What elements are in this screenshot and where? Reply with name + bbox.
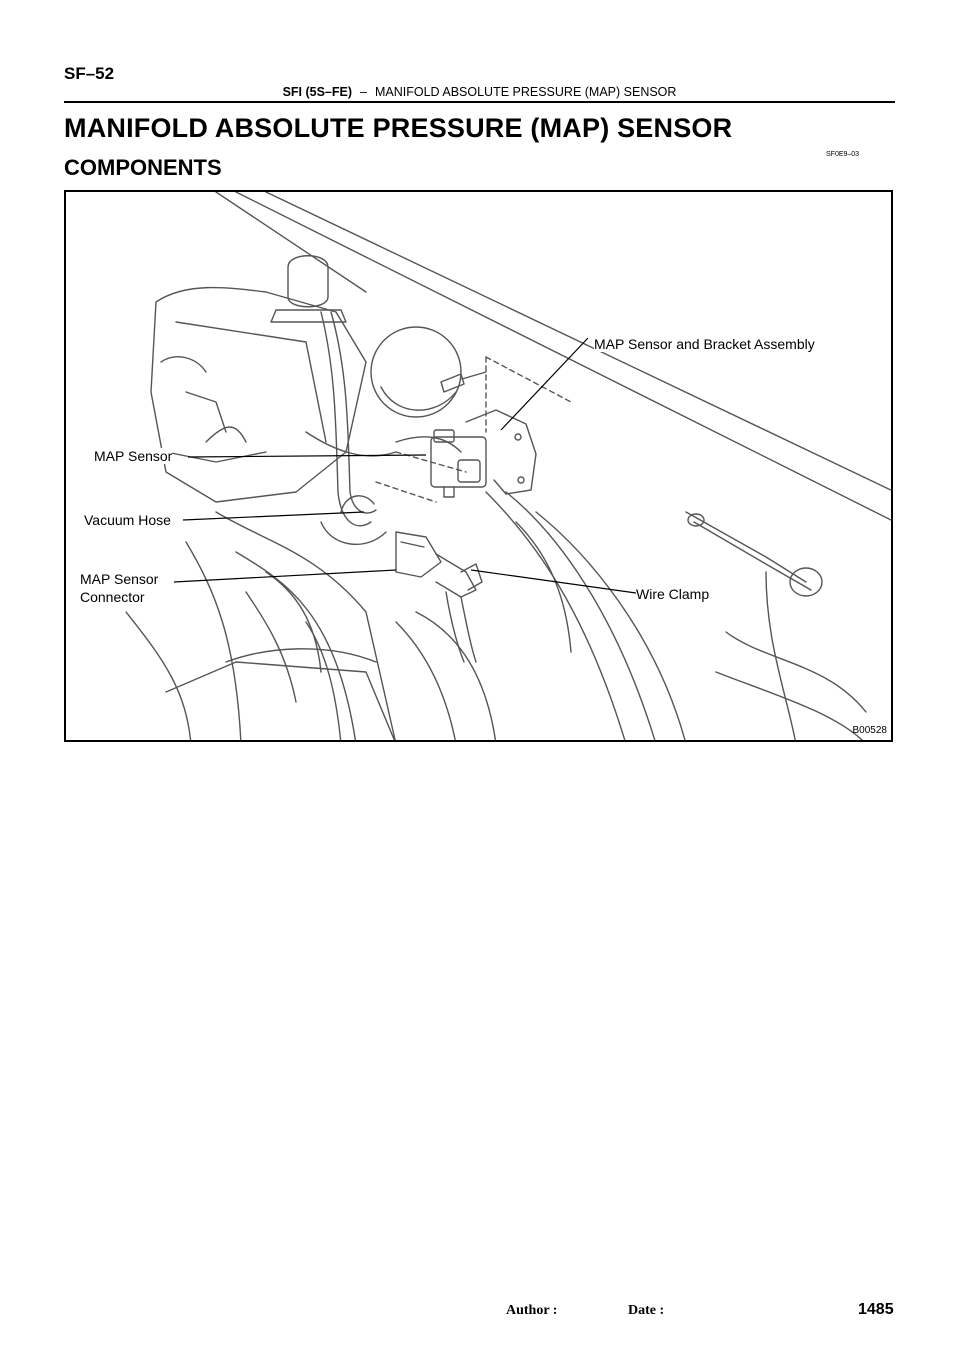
label-vacuum-hose: Vacuum Hose [84,512,171,528]
page-number: 1485 [858,1301,894,1318]
header-topic: MANIFOLD ABSOLUTE PRESSURE (MAP) SENSOR [374,85,677,99]
leader-connector [174,570,396,582]
label-wire-clamp: Wire Clamp [636,586,710,602]
header-separator: – [360,85,367,99]
leader-vacuum-hose [183,512,364,520]
header-rule [64,101,895,103]
leader-wire-clamp [471,570,636,593]
page-title: MANIFOLD ABSOLUTE PRESSURE (MAP) SENSOR [64,113,733,143]
label-bracket-assembly: MAP Sensor and Bracket Assembly [594,336,815,352]
reference-code: SF0E9–03 [826,151,860,158]
footer-date-label: Date : [628,1303,665,1318]
figure-code: B00528 [852,725,887,736]
leader-map-sensor [188,455,426,457]
label-map-sensor: MAP Sensor [94,448,173,464]
section-title: COMPONENTS [64,155,222,180]
running-header [64,85,895,99]
components-illustration [64,190,893,742]
label-connector-line2: Connector [80,589,145,605]
footer-author-label: Author : [506,1303,558,1318]
page-code: SF–52 [64,64,115,83]
label-connector-line1: MAP Sensor [80,571,159,587]
engine-line-drawing [66,192,893,742]
leader-bracket-assembly [501,338,588,430]
header-section: SFI (5S–FE) [282,85,353,99]
